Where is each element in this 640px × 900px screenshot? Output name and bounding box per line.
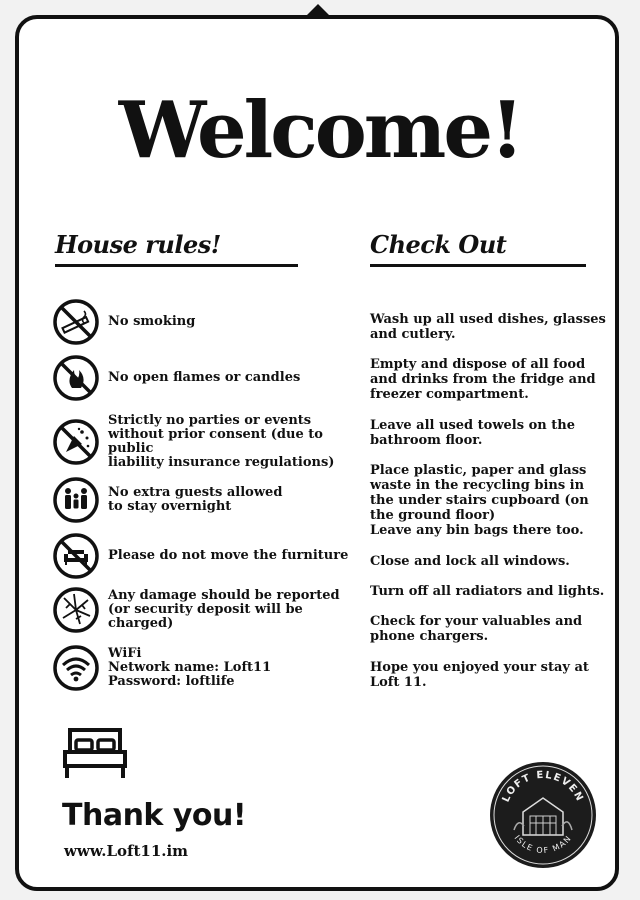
wifi-icon xyxy=(52,644,100,692)
checkout-heading: Check Out xyxy=(370,230,507,259)
rule-text: No smoking xyxy=(108,314,196,329)
checkout-item: Leave all used towels on the bathroom floor. xyxy=(370,418,575,448)
rule-item xyxy=(52,586,362,634)
rule-item xyxy=(52,476,362,524)
hanger-notch xyxy=(307,4,329,15)
checkout-item: Empty and dispose of all food and drinks from the fridge and freezer compartment. xyxy=(370,357,596,402)
checkout-item: Turn off all radiators and lights. xyxy=(370,584,605,599)
damage-icon xyxy=(52,586,100,634)
guests-icon xyxy=(52,476,100,524)
no-flames-icon xyxy=(52,354,100,402)
no-parties-icon xyxy=(52,418,100,466)
logo-bottom-text: ISLE OF MAN xyxy=(512,833,574,856)
checkout-item: Hope you enjoyed your stay at Loft 11. xyxy=(370,660,589,690)
rule-item xyxy=(52,532,362,580)
page-title: Welcome! xyxy=(118,85,522,176)
house-rules-underline xyxy=(55,264,298,267)
no-furniture-move-icon xyxy=(52,532,100,580)
rule-text: No extra guests allowed to stay overnight xyxy=(108,485,283,514)
rule-item xyxy=(52,298,362,346)
rule-text: Please do not move the furniture xyxy=(108,548,349,563)
rule-text: WiFi Network name: Loft11 Password: loftlife xyxy=(108,646,272,689)
rule-text: Any damage should be reported (or security deposit will be charged) xyxy=(108,588,340,631)
checkout-item: Close and lock all windows. xyxy=(370,554,570,569)
rule-item xyxy=(52,354,362,402)
logo-top-text: LOFT ELEVEN xyxy=(500,769,586,805)
rule-text: No open flames or candles xyxy=(108,370,301,385)
bed-icon xyxy=(62,726,128,780)
checkout-item: Place plastic, paper and glass waste in the recycling bins in the under stairs cupboard (on the ground floor) Leave any bin bags there too. xyxy=(370,463,589,538)
checkout-item: Check for your valuables and phone chargers. xyxy=(370,614,583,644)
website-link[interactable]: www.Loft11.im xyxy=(64,842,189,860)
loft-eleven-logo xyxy=(488,760,598,870)
rule-item xyxy=(52,414,362,470)
thank-you-text: Thank you! xyxy=(62,798,247,833)
checkout-item: Wash up all used dishes, glasses and cutlery. xyxy=(370,312,606,342)
rule-text: Strictly no parties or events without prior consent (due to public liability insurance regulations) xyxy=(108,413,335,470)
checkout-underline xyxy=(370,264,586,267)
house-rules-heading: House rules! xyxy=(55,230,221,259)
rule-item xyxy=(52,644,362,692)
no-smoking-icon xyxy=(52,298,100,346)
